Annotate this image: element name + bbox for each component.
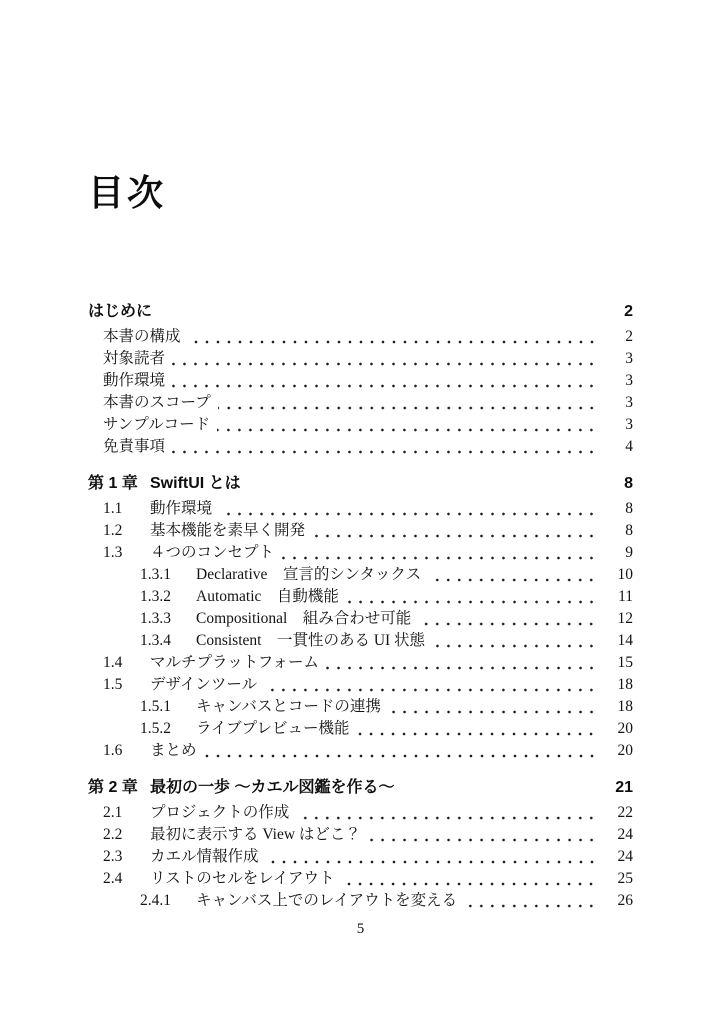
toc-entry[interactable] [88,824,633,846]
dot-leader [204,740,597,762]
toc-section [88,301,633,458]
toc-entry-label: プロジェクトの作成 [150,804,290,822]
toc-entry-page: 8 [625,522,633,540]
dot-leader [312,520,597,542]
toc-entry-page: 22 [617,804,633,822]
dot-leader [217,414,597,436]
toc-entry-page: 18 [617,698,633,716]
dot-leader [264,674,597,696]
dot-leader [464,890,597,912]
toc [88,301,633,912]
toc-entry-page: 25 [617,870,633,888]
toc-entry-page: 3 [625,416,633,434]
toc-section-heading[interactable] [88,301,633,323]
toc-entry[interactable] [88,392,633,414]
toc-entry[interactable] [88,564,633,586]
dot-leader [218,392,597,414]
toc-section-page: 2 [624,303,633,321]
toc-entry[interactable] [88,436,633,458]
dot-leader [172,348,597,370]
toc-entry-page: 3 [625,350,633,368]
toc-entry-page: 24 [617,826,633,844]
toc-section-heading[interactable] [88,777,633,799]
toc-entry[interactable] [88,608,633,630]
toc-entry-label: 最初に表示する View はどこ？ [150,826,361,844]
toc-section-title: SwiftUI とは [150,475,241,493]
toc-entry[interactable] [88,586,633,608]
toc-entry-page: 11 [618,588,633,606]
toc-entry-label: ４つのコンセプト [150,544,275,562]
toc-entry-number: 1.1 [103,500,123,518]
toc-entry-page: 2 [625,328,633,346]
toc-section-prefix: 第 1 章 [88,475,138,493]
toc-entry-number: 2.4 [103,870,123,888]
toc-entry-page: 12 [617,610,633,628]
toc-entry-number: 2.1 [103,804,123,822]
toc-entry[interactable] [88,802,633,824]
dot-leader [188,326,597,348]
toc-entry-label: Compositional 組み合わせ可能 [196,610,412,628]
toc-section-heading[interactable] [88,473,633,495]
toc-entry-label: 本書の構成 [103,328,181,346]
toc-entry-number: 1.3.2 [140,588,171,606]
toc-entry-page: 3 [625,372,633,390]
toc-entry[interactable] [88,630,633,652]
toc-entry-label: 免責事項 [103,438,166,456]
dot-leader [326,652,597,674]
toc-entry-page: 26 [617,892,633,910]
dot-leader [266,846,597,868]
toc-section [88,473,633,762]
toc-entry-page: 24 [617,848,633,866]
dot-leader [356,718,597,740]
toc-entry-page: 15 [617,654,633,672]
toc-entry-page: 4 [625,438,633,456]
toc-entry[interactable] [88,520,633,542]
toc-entry-number: 1.5.1 [140,698,171,716]
toc-entry-label: キャンバス上でのレイアウトを変える [196,892,458,910]
toc-entry-page: 8 [625,500,633,518]
toc-entry-label: リストのセルをレイアウト [150,870,335,888]
toc-entry[interactable] [88,370,633,392]
toc-entry-number: 1.3 [103,544,123,562]
page-title: 目次 [88,172,167,214]
toc-entry-number: 1.4 [103,654,123,672]
toc-entry-number: 2.2 [103,826,123,844]
toc-entry[interactable] [88,414,633,436]
toc-entry-page: 9 [625,544,633,562]
toc-entry[interactable] [88,846,633,868]
dot-leader [418,608,597,630]
dot-leader [219,498,597,520]
toc-entry[interactable] [88,498,633,520]
toc-entry-label: 対象読者 [103,350,166,368]
toc-entry[interactable] [88,326,633,348]
toc-entry[interactable] [88,868,633,890]
dot-leader [296,802,597,824]
toc-entry-label: サンプルコード [103,416,211,434]
toc-entry[interactable] [88,674,633,696]
toc-entry-label: Declarative 宣言的シンタックス [196,566,422,584]
toc-entry-number: 1.2 [103,522,123,540]
toc-entry-label: 動作環境 [150,500,213,518]
toc-entry-page: 20 [617,742,633,760]
toc-entry-label: 動作環境 [103,372,166,390]
toc-entry-number: 1.3.4 [140,632,171,650]
toc-entry-page: 3 [625,394,633,412]
toc-section-title: はじめに [88,303,153,321]
toc-entry[interactable] [88,652,633,674]
toc-entry-page: 18 [617,676,633,694]
toc-entry[interactable] [88,348,633,370]
toc-entry[interactable] [88,740,633,762]
toc-section-prefix: 第 2 章 [88,779,138,797]
toc-entry-number: 1.3.1 [140,566,171,584]
dot-leader [388,696,597,718]
dot-leader [368,824,597,846]
toc-entry-number: 2.3 [103,848,123,866]
toc-entry-number: 1.5.2 [140,720,171,738]
toc-entry-label: マルチプラットフォーム [150,654,319,672]
toc-entry-label: デザインツール [150,676,258,694]
dot-leader [172,370,597,392]
toc-entry-label: Automatic 自動機能 [196,588,339,606]
dot-leader [341,868,597,890]
toc-entry-number: 1.6 [103,742,123,760]
toc-entry-label: 基本機能を素早く開発 [150,522,306,540]
toc-entry[interactable] [88,696,633,718]
toc-section-page: 21 [615,779,633,797]
dot-leader [172,436,597,458]
toc-entry-page: 10 [617,566,633,584]
toc-entry-number: 2.4.1 [140,892,171,910]
toc-entry-number: 1.5 [103,676,123,694]
toc-entry-label: まとめ [150,742,197,760]
toc-entry-label: ライブプレビュー機能 [196,720,350,738]
toc-entry-label: キャンバスとコードの連携 [196,698,381,716]
toc-entry[interactable] [88,542,633,564]
toc-section [88,777,633,912]
toc-entry[interactable] [88,718,633,740]
toc-entry[interactable] [88,890,633,912]
dot-leader [346,586,597,608]
toc-section-title: 最初の一歩 〜カエル図鑑を作る〜 [150,779,395,797]
toc-section-page: 8 [624,475,633,493]
toc-entry-label: 本書のスコープ [103,394,211,412]
dot-leader [281,542,597,564]
footer-page-number: 5 [356,921,365,937]
dot-leader [432,630,597,652]
toc-entry-page: 14 [617,632,633,650]
dot-leader [428,564,597,586]
toc-entry-page: 20 [617,720,633,738]
toc-entry-number: 1.3.3 [140,610,171,628]
toc-entry-label: Consistent 一貫性のある UI 状態 [196,632,426,650]
toc-entry-label: カエル情報作成 [150,848,259,866]
